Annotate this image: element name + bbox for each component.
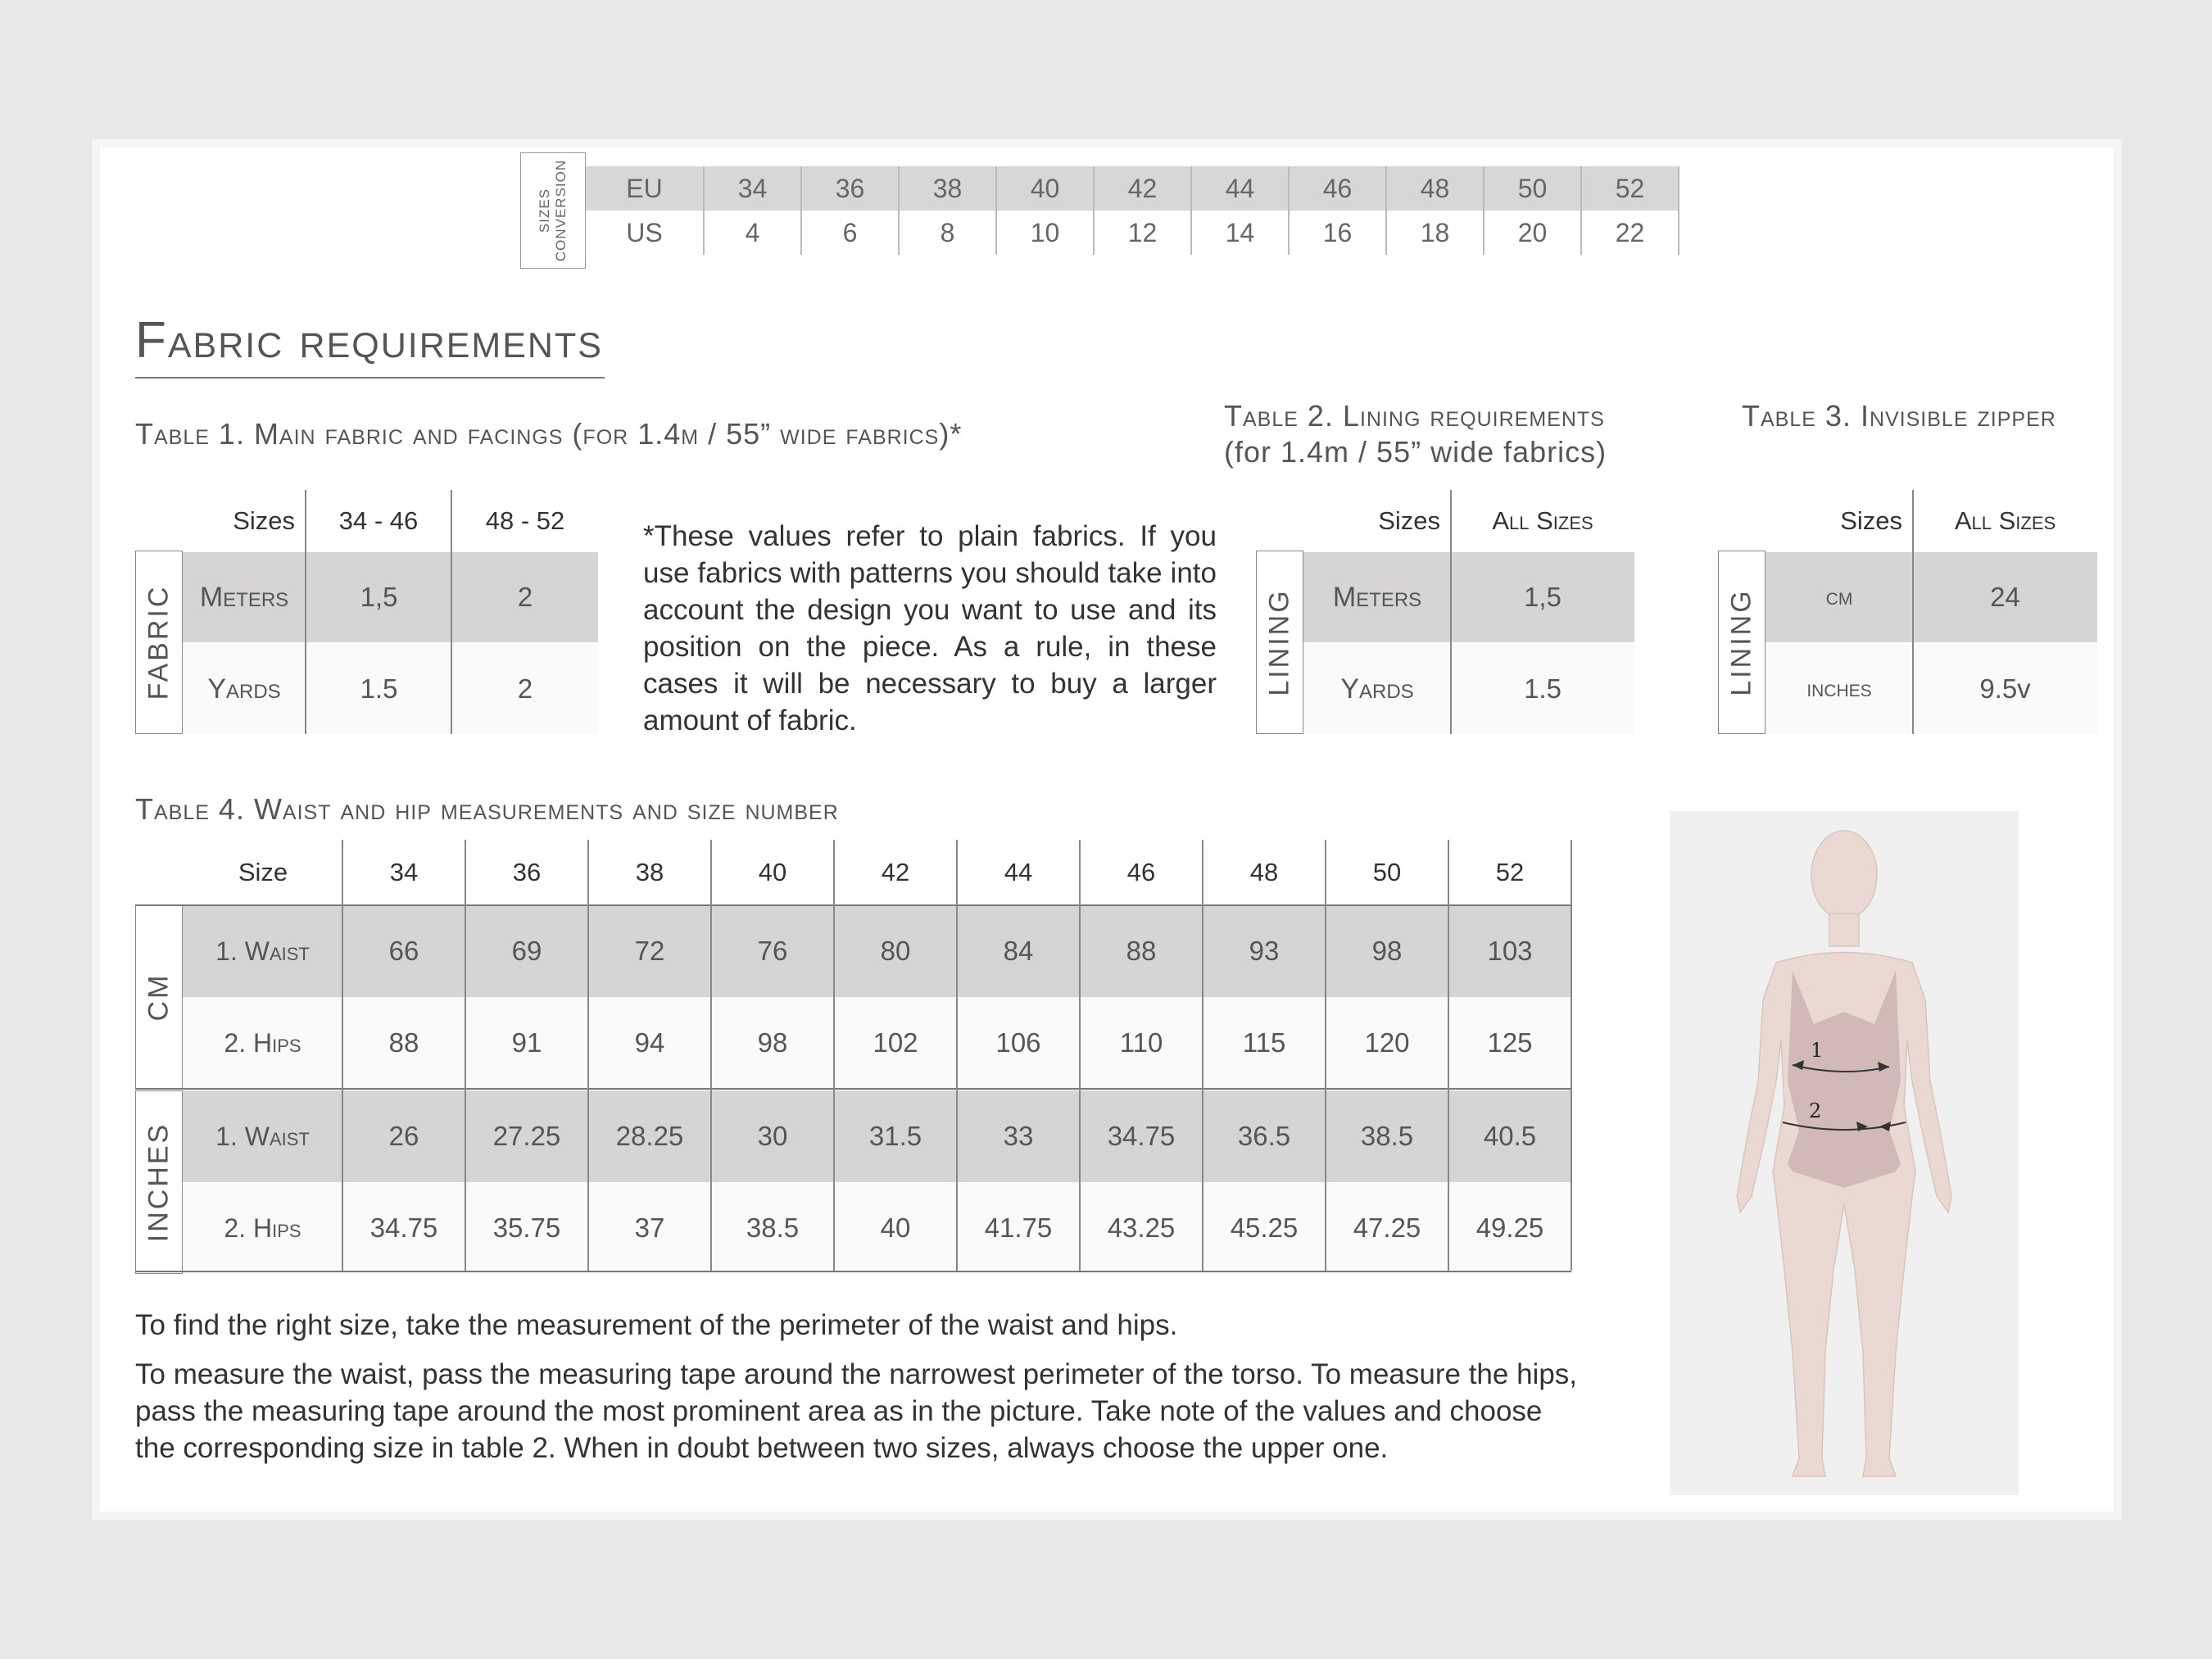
table4-header-size-42: 42 [881,858,910,886]
table4-value-cell: 34.75 [1080,1090,1203,1182]
eu-size-cell: 38 [900,166,997,211]
eu-size-cell: 44 [1192,166,1290,211]
table4-divider [1448,840,1449,1271]
table4-value-cell: 76 [711,905,834,997]
us-size-cell: 22 [1582,211,1679,255]
table4-value-cell: 120 [1326,997,1448,1089]
body-measurement-figure [1670,811,2019,1495]
table4-value-cell: 88 [1080,905,1203,997]
table4-divider [1571,840,1572,1271]
table4-header-size-46: 46 [1126,858,1156,886]
table4-divider [833,840,835,1271]
page-title: Fabric requirements [135,312,603,369]
table4-unit-label-inches [135,1090,183,1274]
us-size-cell: 12 [1095,211,1192,255]
table4-header-size-36: 36 [512,858,542,886]
table4-value-cell: 37 [588,1182,711,1274]
table4-unit-text: CM [143,972,175,1022]
table2-side-label: LINING [1256,551,1303,734]
table4-divider [956,840,958,1271]
table1-divider [451,490,452,734]
instructions-detail: To measure the waist, pass the measuring tape around the narrowest perimeter of the torso. To measure the hips, pass the measuring tape around the most prominent area as in the picture. Take note of the values and choose the corresponding size in table 2. When in doubt between two sizes, always choose the upper one. [135,1358,1578,1464]
table2-yards-value: 1.5 [1451,644,1634,734]
table4-row-label: 1. Waist [183,905,342,997]
table4-value-cell: 98 [711,997,834,1089]
table1-caption: Table 1. Main fabric and facings (for 1.4m / 55” wide fabrics)* [135,417,963,451]
table4-value-cell: 98 [1326,905,1448,997]
table4-value-cell: 94 [588,997,711,1089]
eu-size-cell: 46 [1290,166,1387,211]
table4-value-cell: 103 [1448,905,1571,997]
table3-inches-value: 9.5v [1913,644,2097,734]
table1-header-range1: 34 - 46 [338,506,419,535]
table4-unit-label-cm [135,905,183,1089]
table4-row-label: 1. Waist [183,1090,342,1182]
us-size-cell: 18 [1387,211,1484,255]
conversion-eu-row [586,166,1679,211]
eu-size-cell: 50 [1484,166,1582,211]
eu-size-cell: 40 [997,166,1095,211]
table2-divider [1450,490,1452,734]
table4-value-cell: 45.25 [1203,1182,1326,1274]
table2-row-meters-label: Meters [1303,552,1451,642]
eu-label: EU [586,166,705,211]
us-size-cell: 10 [997,211,1095,255]
table4-value-cell: 88 [342,997,465,1089]
table4-value-cell: 38.5 [1326,1090,1448,1182]
table4-value-cell: 28.25 [588,1090,711,1182]
table2-header-all-sizes: All Sizes [1492,506,1593,535]
table3-divider [1912,490,1914,734]
table4-rule [135,904,1571,906]
table2-header-sizes: Sizes [1378,506,1440,535]
table4-caption: Table 4. Waist and hip measurements and size number [135,792,839,826]
table3-cm-value: 24 [1913,552,2097,642]
table1-row-meters-label: Meters [183,552,306,642]
table4-header-size-40: 40 [758,858,787,886]
table4-header-size-34: 34 [389,858,419,886]
table4-value-cell: 93 [1203,905,1326,997]
table2-caption [1224,398,1607,470]
table4-value-cell: 80 [834,905,957,997]
table4-value-cell: 125 [1448,997,1571,1089]
table4-value-cell: 26 [342,1090,465,1182]
table4-value-cell: 30 [711,1090,834,1182]
eu-size-cell: 34 [705,166,802,211]
table4-value-cell: 106 [957,997,1080,1089]
table3-header-all-sizes: All Sizes [1954,506,2056,535]
eu-size-cell: 42 [1095,166,1192,211]
table1-yards-value2: 2 [452,644,598,734]
table4-value-cell: 34.75 [342,1182,465,1274]
table4-rule [135,1271,1571,1272]
body-silhouette-icon [1670,811,2019,1495]
table4-value-cell: 40.5 [1448,1090,1571,1182]
conversion-label-line1: SIZES [537,188,552,233]
us-size-cell: 14 [1192,211,1290,255]
table1-header-sizes: Sizes [233,506,295,535]
table4-value-cell: 41.75 [957,1182,1080,1274]
us-size-cell: 6 [802,211,900,255]
table4-value-cell: 40 [834,1182,957,1274]
table4-divider [1325,840,1326,1271]
table2-caption-line1: Table 2. Lining requirements [1224,399,1605,433]
us-size-cell: 16 [1290,211,1387,255]
table4-value-cell: 110 [1080,997,1203,1089]
title-underline [135,377,605,378]
table4-divider [587,840,589,1271]
table4-value-cell: 43.25 [1080,1182,1203,1274]
table3-caption: Table 3. Invisible zipper [1742,399,2056,433]
table4-value-cell: 115 [1203,997,1326,1089]
us-size-cell: 4 [705,211,802,255]
table4-value-cell: 33 [957,1090,1080,1182]
table1-yards-value1: 1.5 [306,644,452,734]
table4-header-size-48: 48 [1249,858,1279,886]
table1-divider [305,490,306,734]
table2-caption-line2: (for 1.4m / 55” wide fabrics) [1224,435,1607,469]
table4-value-cell: 31.5 [834,1090,957,1182]
table4-header-size-50: 50 [1372,858,1402,886]
conversion-label-line2: CONVERSION [553,159,569,262]
table2-meters-value: 1,5 [1451,552,1634,642]
table4-value-cell: 49.25 [1448,1182,1571,1274]
table4-header-size: Size [238,858,288,886]
instructions-intro: To find the right size, take the measurement of the perimeter of the waist and hips. [135,1309,1178,1341]
us-label: US [586,211,705,255]
us-size-cell: 8 [900,211,997,255]
table4-value-cell: 84 [957,905,1080,997]
table4-divider [1202,840,1203,1271]
measurement-mark-1: 1 [1811,1039,1824,1062]
table3-header-sizes: Sizes [1840,506,1902,535]
table4-header-size-44: 44 [1004,858,1033,886]
table4-divider [710,840,712,1271]
table4-value-cell: 36.5 [1203,1090,1326,1182]
table4-value-cell: 66 [342,905,465,997]
table3-row-cm-label: cm [1766,552,1913,642]
table4-value-cell: 102 [834,997,957,1089]
table4-divider [1079,840,1081,1271]
table4-value-cell: 69 [465,905,588,997]
table4-unit-text: INCHES [143,1122,175,1243]
table3-row-inches-label: inches [1766,644,1913,734]
table4-rule [135,1088,1571,1090]
table4-value-cell: 35.75 [465,1182,588,1274]
table4-value-cell: 72 [588,905,711,997]
eu-size-cell: 52 [1582,166,1679,211]
table1-side-label: FABRIC [135,551,183,734]
table4-value-cell: 27.25 [465,1090,588,1182]
eu-size-cell: 36 [802,166,900,211]
table4-row-label: 2. Hips [183,1182,342,1274]
table4-row-label: 2. Hips [183,997,342,1089]
us-size-cell: 20 [1484,211,1582,255]
measurement-mark-2: 2 [1809,1099,1822,1122]
table2-row-yards-label: Yards [1303,644,1451,734]
plain-fabrics-note: *These values refer to plain fabrics. If you use fabrics with patterns you should take into account the design you want to use and its position on the piece. As a rule, in these cases it will be necessary to buy a larger amount of fabric. [643,520,1217,737]
table3-side-label: LINING [1718,551,1766,734]
conversion-us-row [586,211,1679,255]
table1-header-range2: 48 - 52 [485,506,565,535]
eu-size-cell: 48 [1387,166,1484,211]
table4-value-cell: 38.5 [711,1182,834,1274]
table4-divider [465,840,466,1271]
sizes-conversion-label [520,152,586,269]
table1-meters-value1: 1,5 [306,552,452,642]
table1-meters-value2: 2 [452,552,598,642]
table4-divider [342,840,343,1271]
table1-row-yards-label: Yards [183,644,306,734]
table4-header-size-52: 52 [1495,858,1525,886]
table4-value-cell: 47.25 [1326,1182,1448,1274]
table4-header-size-38: 38 [635,858,664,886]
table4-value-cell: 91 [465,997,588,1089]
